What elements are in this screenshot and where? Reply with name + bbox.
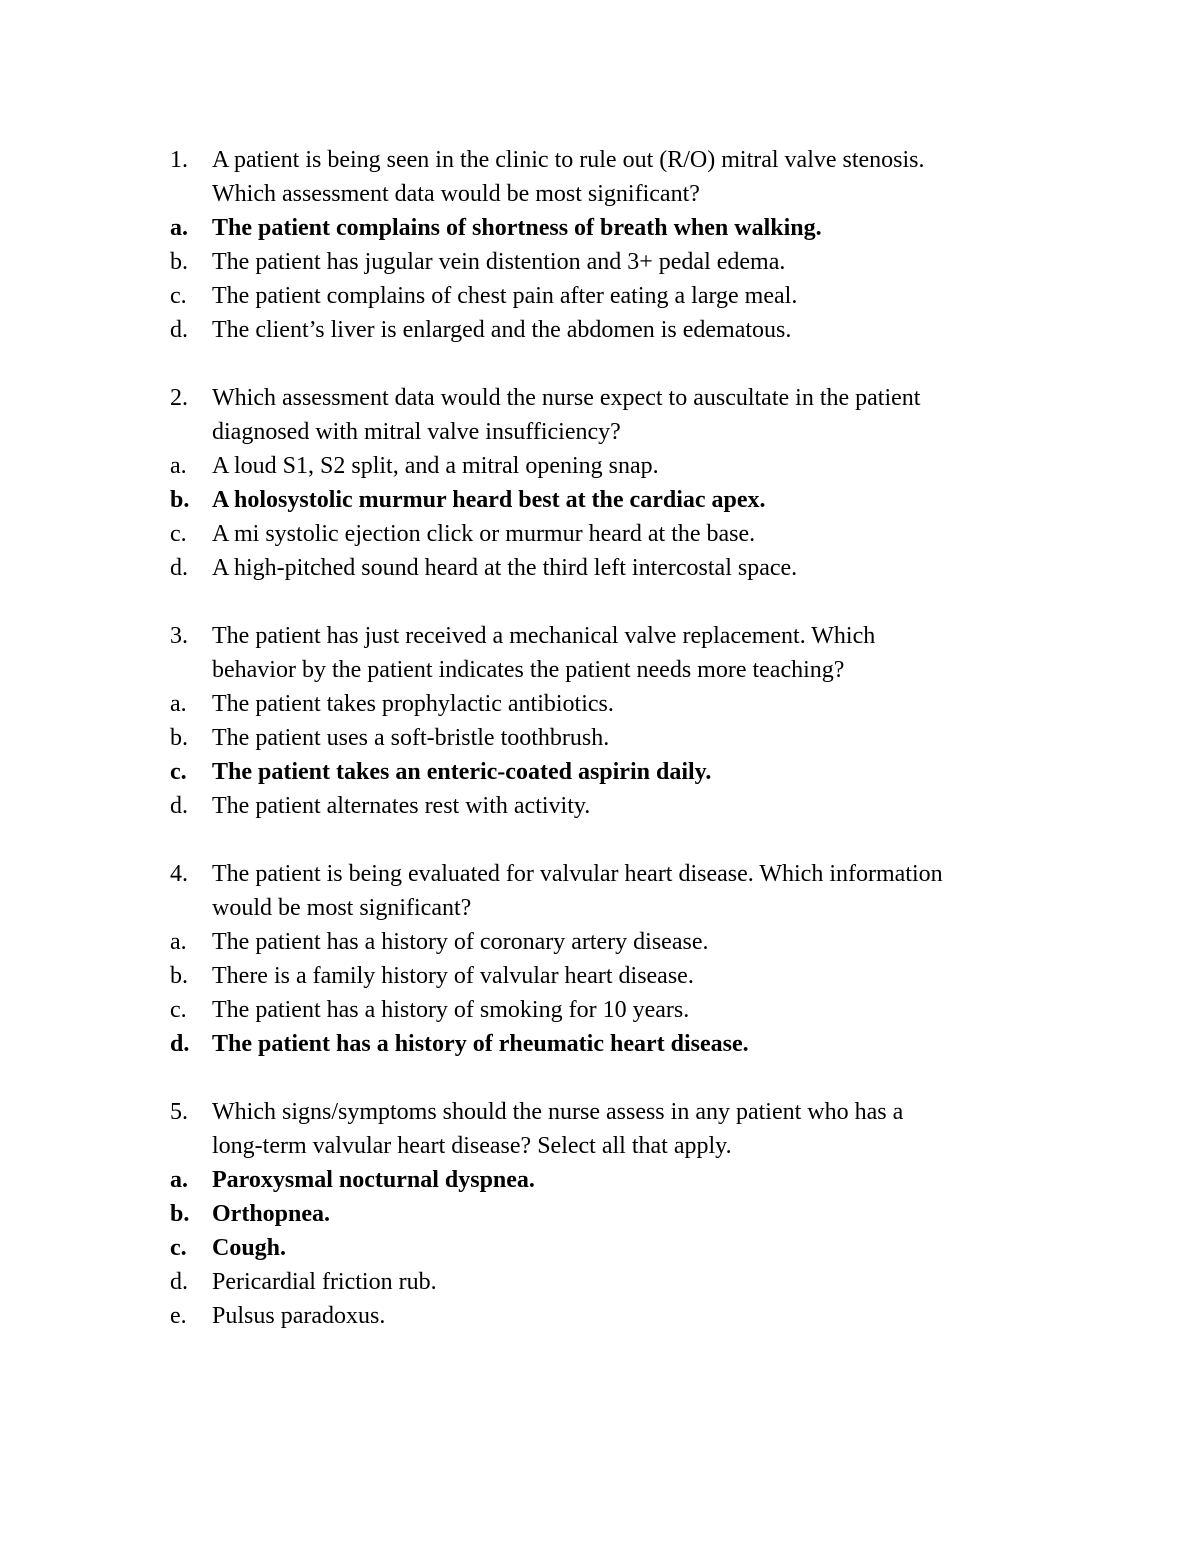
option-letter: d. xyxy=(170,317,188,343)
question-text: The patient has just received a mechanical valve replacement. Which xyxy=(212,623,876,649)
question-number: 3. xyxy=(170,623,188,649)
option-text: The patient alternates rest with activity. xyxy=(212,793,591,819)
question-stem-line xyxy=(170,415,1070,449)
option-letter: d. xyxy=(170,793,188,819)
option-letter: c. xyxy=(170,759,187,785)
question-stem-line xyxy=(170,177,1070,211)
answer-option xyxy=(170,1265,1070,1299)
option-letter: a. xyxy=(170,1167,188,1193)
question-text: would be most significant? xyxy=(212,895,472,921)
answer-option xyxy=(170,925,1070,959)
answer-option xyxy=(170,959,1070,993)
question-number: 4. xyxy=(170,861,188,887)
question-number: 5. xyxy=(170,1099,188,1125)
answer-option xyxy=(170,449,1070,483)
option-text: The client’s liver is enlarged and the abdomen is edematous. xyxy=(212,317,792,343)
question-5 xyxy=(170,1095,1070,1333)
answer-option xyxy=(170,483,1070,517)
question-stem-line xyxy=(170,857,1070,891)
option-text: A loud S1, S2 split, and a mitral opening snap. xyxy=(212,453,659,479)
option-text: Paroxysmal nocturnal dyspnea. xyxy=(212,1167,535,1193)
option-text: The patient uses a soft-bristle toothbrush. xyxy=(212,725,610,751)
option-letter: c. xyxy=(170,997,187,1023)
answer-option xyxy=(170,1197,1070,1231)
question-stem-line xyxy=(170,891,1070,925)
option-letter: a. xyxy=(170,929,187,955)
answer-option xyxy=(170,993,1070,1027)
question-stem-line xyxy=(170,143,1070,177)
question-number: 2. xyxy=(170,385,188,411)
question-3 xyxy=(170,619,1070,823)
option-text: Pulsus paradoxus. xyxy=(212,1303,386,1329)
question-text: diagnosed with mitral valve insufficiency? xyxy=(212,419,621,445)
option-letter: c. xyxy=(170,1235,187,1261)
option-letter: c. xyxy=(170,283,187,309)
question-text: Which assessment data would the nurse expect to auscultate in the patient xyxy=(212,385,921,411)
answer-option xyxy=(170,1231,1070,1265)
option-letter: e. xyxy=(170,1303,187,1329)
option-letter: d. xyxy=(170,1031,190,1057)
question-2 xyxy=(170,381,1070,585)
question-text: behavior by the patient indicates the patient needs more teaching? xyxy=(212,657,845,683)
question-text: The patient is being evaluated for valvular heart disease. Which information xyxy=(212,861,943,887)
answer-option xyxy=(170,1027,1070,1061)
question-stem-line xyxy=(170,653,1070,687)
option-letter: d. xyxy=(170,1269,188,1295)
answer-option xyxy=(170,755,1070,789)
answer-option xyxy=(170,211,1070,245)
question-4 xyxy=(170,857,1070,1061)
option-letter: a. xyxy=(170,215,188,241)
option-letter: d. xyxy=(170,555,188,581)
question-1 xyxy=(170,143,1070,347)
answer-option xyxy=(170,313,1070,347)
question-text: Which assessment data would be most significant? xyxy=(212,181,700,207)
question-stem-line xyxy=(170,381,1070,415)
option-text: A holosystolic murmur heard best at the cardiac apex. xyxy=(212,487,766,513)
option-text: The patient takes prophylactic antibiotics. xyxy=(212,691,614,717)
option-text: The patient has a history of smoking for 10 years. xyxy=(212,997,690,1023)
question-text: Which signs/symptoms should the nurse assess in any patient who has a xyxy=(212,1099,904,1125)
answer-option xyxy=(170,789,1070,823)
answer-option xyxy=(170,721,1070,755)
option-letter: c. xyxy=(170,521,187,547)
question-stem-line xyxy=(170,1129,1070,1163)
option-text: The patient has a history of rheumatic heart disease. xyxy=(212,1031,749,1057)
question-number: 1. xyxy=(170,147,188,173)
option-text: A high-pitched sound heard at the third left intercostal space. xyxy=(212,555,798,581)
answer-option xyxy=(170,1163,1070,1197)
option-letter: a. xyxy=(170,691,187,717)
option-letter: b. xyxy=(170,487,190,513)
option-letter: b. xyxy=(170,725,188,751)
answer-option xyxy=(170,279,1070,313)
option-letter: b. xyxy=(170,963,188,989)
question-stem-line xyxy=(170,1095,1070,1129)
option-text: The patient complains of chest pain after eating a large meal. xyxy=(212,283,798,309)
option-text: The patient has a history of coronary artery disease. xyxy=(212,929,709,955)
option-text: The patient complains of shortness of breath when walking. xyxy=(212,215,822,241)
answer-option xyxy=(170,551,1070,585)
answer-option xyxy=(170,245,1070,279)
question-stem-line xyxy=(170,619,1070,653)
option-text: The patient takes an enteric-coated aspirin daily. xyxy=(212,759,712,785)
answer-option xyxy=(170,517,1070,551)
option-text: The patient has jugular vein distention and 3+ pedal edema. xyxy=(212,249,786,275)
question-text: long-term valvular heart disease? Select all that apply. xyxy=(212,1133,732,1159)
option-text: There is a family history of valvular heart disease. xyxy=(212,963,694,989)
option-text: Pericardial friction rub. xyxy=(212,1269,437,1295)
option-text: Orthopnea. xyxy=(212,1201,331,1227)
answer-option xyxy=(170,1299,1070,1333)
question-text: A patient is being seen in the clinic to rule out (R/O) mitral valve stenosis. xyxy=(212,147,925,173)
option-letter: b. xyxy=(170,1201,190,1227)
option-letter: a. xyxy=(170,453,187,479)
option-letter: b. xyxy=(170,249,188,275)
answer-option xyxy=(170,687,1070,721)
option-text: A mi systolic ejection click or murmur heard at the base. xyxy=(212,521,756,547)
option-text: Cough. xyxy=(212,1235,287,1261)
